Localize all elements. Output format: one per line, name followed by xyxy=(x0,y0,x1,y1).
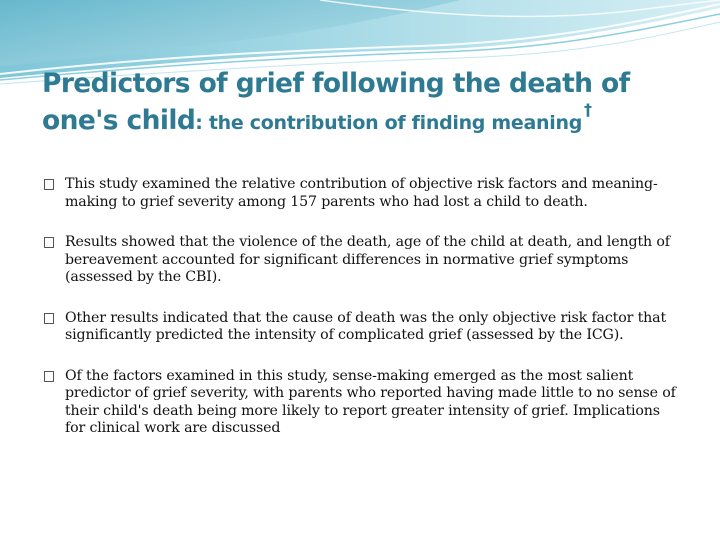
bullet-item xyxy=(44,368,684,438)
square-box-icon xyxy=(44,237,54,248)
bullet-text: Of the factors examined in this study, sense-making emerged as the most salient predictor of grief severity, with parents who reported having made little to no sense of their child's death being more likely to report greater intensity of grief. Implications for clinical work are discussed xyxy=(65,367,676,436)
title-subtitle: : the contribution of finding meaning xyxy=(195,111,582,134)
bullet-item xyxy=(44,176,684,211)
slide-title xyxy=(42,66,702,139)
bullet-list xyxy=(44,176,684,438)
square-box-icon xyxy=(44,179,54,190)
bullet-text: This study examined the relative contribution of objective risk factors and meaning-making to grief severity among 157 parents who had lost a child to death. xyxy=(65,176,658,210)
bullet-item xyxy=(44,310,684,345)
square-box-icon xyxy=(44,371,54,382)
bullet-text: Results showed that the violence of the death, age of the child at death, and length of bereavement accounted for significant differences in normative grief symptoms (assessed by the CBI). xyxy=(65,234,670,285)
title-main: Predictors of grief following the death of one's child xyxy=(42,68,630,136)
title-dagger-mark: † xyxy=(584,99,592,119)
square-box-icon xyxy=(44,313,54,324)
bullet-item xyxy=(44,234,684,287)
bullet-text: Other results indicated that the cause of death was the only objective risk factor that significantly predicted the intensity of complicated grief (assessed by the ICG). xyxy=(65,309,666,343)
